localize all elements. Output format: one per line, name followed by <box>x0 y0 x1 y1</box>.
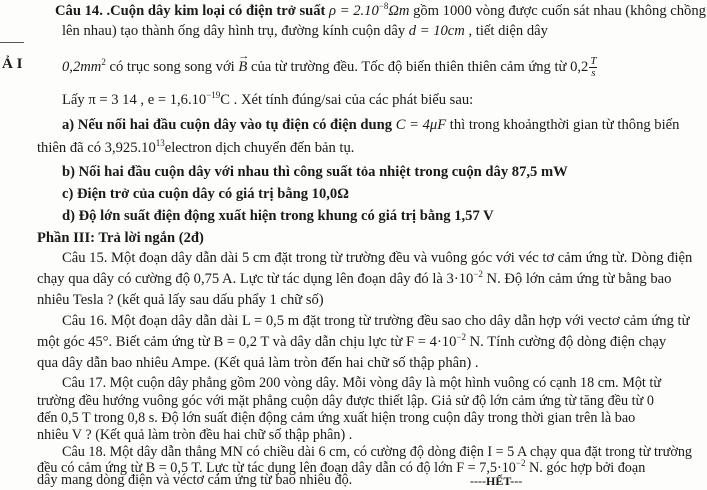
q14-a-text-3b: electron dịch chuyển đến bản tụ. <box>164 140 355 156</box>
q14-rho-unit: Ωm <box>388 3 410 19</box>
q18-text-2a: đều có cảm ứng từ B = 0,5 T. Lực từ tác dụng lên đoạn dây dẫn có độ lớn F = 7,5·10 <box>37 460 516 476</box>
q14-line-4 <box>62 91 473 109</box>
q14-area: 0,2mm <box>62 58 102 75</box>
q15-text-2a: chạy qua dây có cường độ 0,75 A. Lực từ tác dụng lên đoạn dây đó là 3·10 <box>37 271 474 287</box>
q14-capacitance: C = 4μF <box>395 117 447 133</box>
q17-line-1: Câu 17. Một cuộn dây phẳng gồm 200 vòng dây. Mỗi vòng dây là một hình vuông có cạnh 18 cm. Một từ <box>62 375 662 391</box>
q14-statement-a <box>62 116 679 134</box>
q14-e-exp: −19 <box>206 90 221 100</box>
q16-text-2b: N. Tính cường độ dòng điện chạy <box>465 334 667 350</box>
q14-a-text-3a: thiên đã có 3,925.10 <box>37 140 156 156</box>
q16-text-2a: một góc 45°. Biết cảm ứng từ B = 0,2 T và dây dẫn chịu lực từ F = 4·10 <box>37 334 457 350</box>
q14-text-4: Lấy π = 3 14 , e = 1,6.10 <box>62 92 207 108</box>
margin-rule <box>0 42 24 43</box>
q14-text-2a: lên nhau) tạo thành ống dây hình trụ, đường kính cuộn dây <box>62 23 409 39</box>
q14-rate: 0,2 <box>570 58 589 75</box>
q14-line-2 <box>62 22 548 40</box>
q14-line-1 <box>55 2 706 20</box>
q14-statement-d: d) Độ lớn suất điện động xuất hiện trong khung có giá trị bằng 1,57 V <box>62 208 494 224</box>
q18-line-3: dây mang dòng điện và véctơ cảm ứng từ bao nhiêu độ. <box>37 472 353 488</box>
q14-line-3: $0,2mm^2$ có trục song song với → B của từ trường đều. Tốc độ biến thiên thiên cảm ứng từ 0,2 $\frac{T}{s}$ <box>62 56 597 79</box>
q14-text-1a: Câu 14. .Cuộn dây kim loại có điện trở suất <box>55 3 330 19</box>
q15-text-2b: N. Độ lớn cảm ứng từ bằng bao <box>482 271 672 287</box>
q14-text-2b: , tiết diện dây <box>464 23 548 39</box>
q15-line-2 <box>37 270 671 288</box>
q15-line-3: nhiêu Tesla ? (kết quả lấy sau dấu phẩy 1 chữ số) <box>37 292 324 308</box>
end-mark: ----HẾT--- <box>470 474 523 488</box>
q14-rate-fraction <box>589 56 597 79</box>
q16-line-1: Câu 16. Một đoạn dây dẫn dài L = 0,5 m đặt trong từ trường đều sao cho dây dẫn hợp với vectơ cảm ứng từ <box>62 313 690 329</box>
q16-exp: −2 <box>456 332 466 342</box>
q17-line-3: đến 0,5 T trong 0,8 s. Độ lớn suất điện động cảm ứng xuất hiện trong cuộn dây trong thời gian trên là bao <box>37 410 636 426</box>
q14-statement-c: c) Điện trở của cuộn dây có giá trị bằng 10,0Ω <box>62 186 349 202</box>
q14-text-3c: của từ trường đều. Tốc độ biến thiên thiên cảm ứng từ <box>247 58 571 75</box>
q14-a-text-1: a) Nếu nối hai đầu cuộn dây vào tụ điện có điện dung <box>62 117 396 133</box>
q14-text-1b: gồm 1000 vòng được cuốn sát nhau (không chồng <box>409 3 706 19</box>
q14-statement-a-cont <box>37 139 354 157</box>
q18-text-2b: N. góc hợp bởi đoạn <box>525 460 646 476</box>
q18-line-1: Câu 18. Một dây dẫn thẳng MN có chiều dài 6 cm, có cường độ dòng điện I = 5 A chạy qua đặt trong từ trường <box>62 444 693 460</box>
q14-a-text-2: thì trong khoảngthời gian từ thông biến <box>446 117 680 133</box>
q18-exp: −2 <box>515 458 526 468</box>
part3-title: Phần III: Trả lời ngắn (2đ) <box>37 230 204 246</box>
q14-diameter: d = 10cm <box>408 23 465 39</box>
q14-frac-den: s <box>591 67 596 79</box>
q14-statement-b: b) Nối hai đầu cuộn dây với nhau thì công suất tỏa nhiệt trong cuộn dây 87,5 mW <box>62 164 568 180</box>
q14-rho: ρ = 2.10 <box>329 3 379 19</box>
q14-b-vector: → B <box>238 58 247 76</box>
q14-rho-exp: −8 <box>378 1 389 11</box>
q14-a-exp: 13 <box>155 138 165 148</box>
q14-text-3b: có trục song song với <box>105 58 239 75</box>
margin-mark: Ả I <box>2 56 23 72</box>
q15-exp: −2 <box>473 269 483 279</box>
q17-line-2: trường đều hướng vuông góc với mặt phẳng cuộn dây được thiết lập. Giả sử độ lớn cảm ứng từ tăng đều từ 0 <box>37 393 654 409</box>
q16-line-2 <box>37 333 666 351</box>
q14-frac-num: T <box>590 55 597 67</box>
q14-text-4b: C . Xét tính đúng/sai của các phát biểu sau: <box>220 92 474 108</box>
q17-line-4: nhiêu V ? (Kết quả làm tròn đều hai chữ số thập phân) . <box>37 427 353 443</box>
q15-line-1: Câu 15. Một đoạn dây dẫn dài 5 cm đặt trong từ trường đều và vuông góc với véc tơ cảm ứng từ. Dòng điện <box>62 250 693 266</box>
q16-line-3: qua dây dẫn bao nhiêu Ampe. (Kết quả làm tròn đến hai chữ số thập phân) . <box>37 355 479 371</box>
